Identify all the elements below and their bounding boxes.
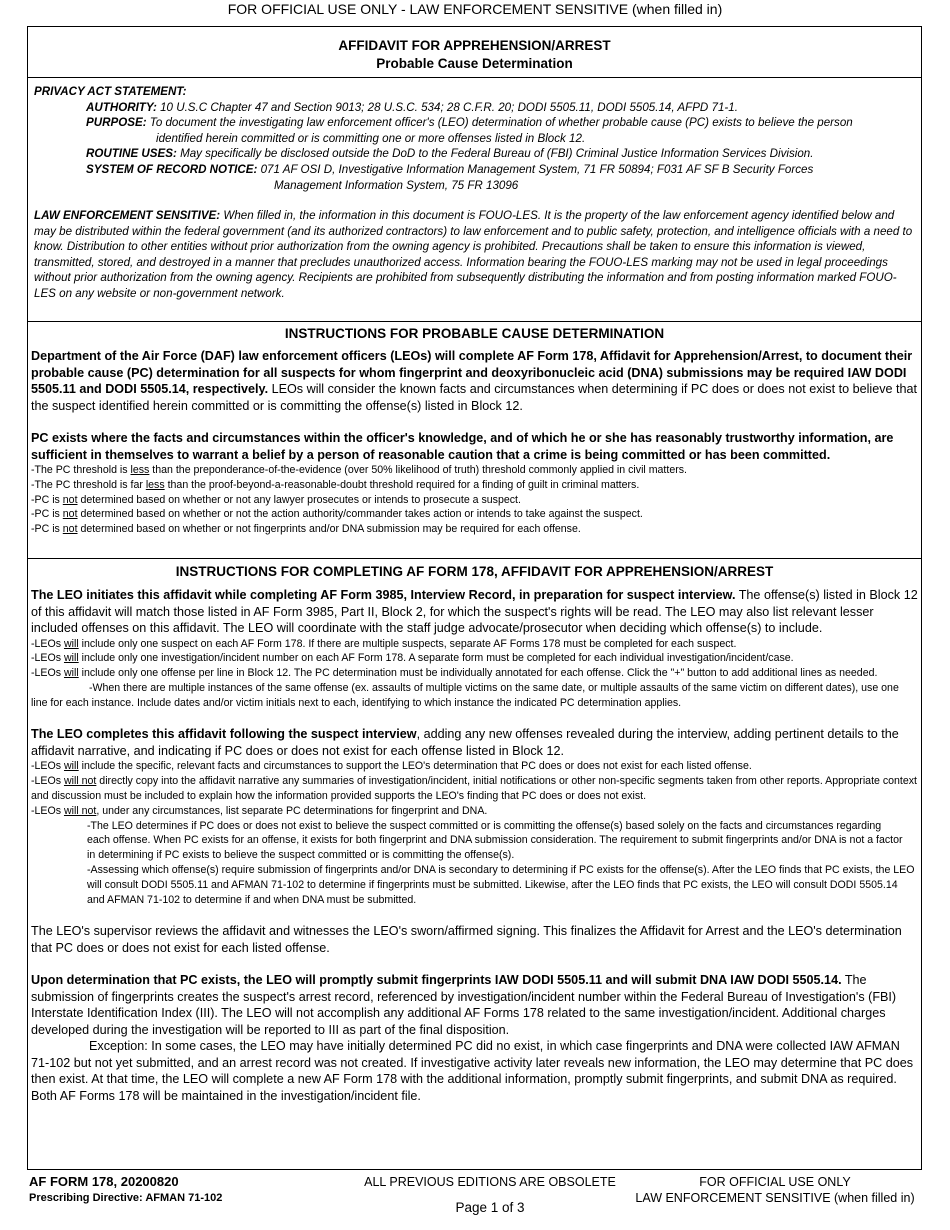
pc-bullet-5: -PC is not determined based on whether or not fingerprints and/or DNA submission may be required for each offense.	[31, 523, 581, 536]
completing-paragraph-3: The LEO's supervisor reviews the affidavit and witnesses the LEO's sworn/affirmed signing. This finalizes the Affidavit for Arrest and the LEO's determination that PC does or does not exist for each listed offense.	[31, 924, 902, 955]
purpose-label: PURPOSE:	[86, 116, 147, 130]
sorn-text2: Management Information System, 75 FR 13096	[274, 178, 519, 192]
pc-bullet-1: -The PC threshold is less than the preponderance-of-the-evidence (over 50% likelihood of truth) threshold commonly applied in civil matters.	[31, 464, 687, 476]
completing-bullet-1: -LEOs will include only one suspect on each AF Form 178. If there are multiple suspects, separate AF Forms 178 must be completed for each suspect.	[31, 637, 737, 650]
privacy-heading: PRIVACY ACT STATEMENT:	[34, 85, 187, 98]
top-classification-banner: FOR OFFICIAL USE ONLY - LAW ENFORCEMENT SENSITIVE (when filled in)	[227, 1, 723, 17]
completing-paragraph-1: The LEO initiates this affidavit while completing AF Form 3985, Interview Record, in preparation for suspect interview. The offense(s) listed in Block 12 of this affidavit will match those listed in AF Form 3985, Part II, Block 2, for which the suspect's rights will be read. The LEO may also list relevant lesser included offenses on this affidavit. The LEO will coordinate with the staff judge advocate/prosecutor when deciding which offense(s) to include.	[31, 588, 918, 635]
authority-text: 10 U.S.C Chapter 47 and Section 9013; 28 U.S.C. 534; 28 C.F.R. 20; DODI 5505.11, DODI 5505.14, AFPD 71-1.	[160, 100, 738, 114]
purpose-text1: To document the investigating law enforcement officer's (LEO) determination of whether probable cause (PC) exists to believe the person	[149, 116, 853, 130]
completing-bullets-1	[31, 637, 918, 711]
footer-les: LAW ENFORCEMENT SENSITIVE (when filled in)	[635, 1191, 915, 1205]
footer-form-id: AF FORM 178, 20200820	[29, 1174, 179, 1189]
form-title-line1: AFFIDAVIT FOR APPREHENSION/ARREST	[338, 38, 611, 53]
les-text: When filled in, the information in this document is FOUO-LES. It is the property of the law enforcement agency identified below and may be distributed within the federal government (and its authorized contractors) to law enforcement and to public safety, protection, and intelligence officials with a need to know. Distribution to other entities without prior authorization from the owning agency is prohibited. Precautions shall be taken to ensure this information is viewed, transmitted, stored, and destroyed in a manner that precludes unauthorized access. Information bearing the FOUO-LES marking may not be used in legal proceedings without prior authorization from the owning agency. Recipients are prohibited from subsequently distributing the information and from posting information marked FOUO-LES on any website or non-government network.	[34, 209, 913, 300]
divider	[28, 321, 921, 322]
pc-instructions	[28, 348, 921, 537]
footer-page-number: Page 1 of 3	[455, 1200, 525, 1215]
completing-bullets-2	[31, 759, 918, 907]
pc-paragraph-1	[31, 348, 918, 414]
divider	[28, 558, 921, 559]
les-label: LAW ENFORCEMENT SENSITIVE:	[34, 209, 221, 222]
completing-bullet-7: -LEOs will not, under any circumstances, list separate PC determinations for fingerprint and DNA.	[31, 804, 488, 817]
form-title-line2: Probable Cause Determination	[376, 56, 573, 71]
completing-bullet-2: -LEOs will include only one investigation/incident number on each AF Form 178. A separate form must be completed for each individual investigation/incident/case.	[31, 652, 794, 665]
pc-bullet-2: -The PC threshold is far less than the proof-beyond-a-reasonable-doubt threshold required for a finding of guilt in criminal matters.	[31, 478, 640, 491]
sorn-line	[28, 162, 921, 178]
divider	[28, 77, 921, 78]
pc-bullet-4: -PC is not determined based on whether or not the action authority/commander takes action or intends to take against the suspect.	[31, 508, 643, 521]
authority-label: AUTHORITY:	[86, 100, 157, 114]
footer-middle	[340, 1174, 640, 1216]
les-statement	[28, 208, 921, 302]
pc-instructions-heading: INSTRUCTIONS FOR PROBABLE CAUSE DETERMINATION	[284, 326, 665, 341]
pc-bullet-3: -PC is not determined based on whether or not any lawyer prosecutes or intends to prosecute a suspect.	[31, 493, 521, 506]
completing-paragraph-4: Upon determination that PC exists, the LEO will promptly submit fingerprints IAW DODI 5505.11 and will submit DNA IAW DODI 5505.14. The submission of fingerprints creates the suspect's arrest record, referenced by investigation/incident number within the Federal Bureau of Investigation's (FBI) Interstate Identification Index (III). The LEO will not accomplish any additional AF Forms 178 related to the same investigation/incident. Additional charges developed during the investigation will be reported to III as part of the final disposition.	[31, 973, 897, 1037]
routine-uses-line	[28, 146, 921, 162]
completing-instructions	[28, 587, 921, 1104]
form-title	[28, 37, 921, 73]
footer-editions: ALL PREVIOUS EDITIONS ARE OBSOLETE	[364, 1175, 616, 1189]
footer-fouo: FOR OFFICIAL USE ONLY	[699, 1175, 851, 1189]
form-frame	[27, 26, 922, 1170]
purpose-text2: identified herein committed or is committing one or more offenses listed in Block 12.	[156, 131, 586, 145]
completing-instructions-heading: INSTRUCTIONS FOR COMPLETING AF FORM 178, AFFIDAVIT FOR APPREHENSION/ARREST	[175, 564, 774, 579]
authority-line	[28, 100, 921, 116]
completing-bullet-6: -LEOs will not directly copy into the affidavit narrative any summaries of investigation/incident, initial notifications or other non-specific segments taken from other reports. Appropriate context and discussion must be included to explain how the information provided supports the LEO's finding that PC does or does not exist.	[31, 775, 918, 803]
completing-paragraph-5: Exception: In some cases, the LEO may have initially determined PC did no exist, in which case fingerprints and DNA were collected IAW AFMAN 71-102 but not yet submitted, and an arrest record was not created. If investigative activity later reveals new information, the LEO may determine that PC does then exist. At that time, the LEO will complete a new AF Form 178 with the additional information, promptly submit fingerprints, and submit DNA as required. Both AF Forms 178 will be maintained in the investigation/incident file.	[31, 1039, 914, 1103]
completing-bullet-9: -Assessing which offense(s) require submission of fingerprints and/or DNA is secondary to determining if PC exists for the offense(s). After the LEO finds that PC exists, the LEO will consult DODI 5505.11 and AFMAN 71-102 to determine if fingerprints must be submitted. Likewise, after the LEO finds that PC exists, the LEO will consult DODI 5505.14 and AFMAN 71-102 to determine if and when DNA must be submitted.	[87, 864, 915, 906]
sorn-text1: 071 AF OSI D, Investigative Information Management System, 71 FR 50894; F031 AF SF B Security Forces	[260, 162, 814, 176]
pc-paragraph-2: PC exists where the facts and circumstances within the officer's knowledge, and of which he or she has reasonably trustworthy information, are sufficient in themselves to warrant a belief by a person of reasonable caution that a crime is being committed or has been committed.	[31, 431, 894, 462]
completing-bullet-3: -LEOs will include only one offense per line in Block 12. The PC determination must be individually annotated for each offense. Click the "+" button to add additional lines as needed.	[31, 667, 878, 680]
routine-label: ROUTINE USES:	[86, 147, 177, 161]
footer-left	[29, 1174, 222, 1206]
completing-bullet-4: -When there are multiple instances of the same offense (ex. assaults of multiple victims on the same date, or multiple assaults of the same victim on different dates), use one line for each instance. Include dates and/or victim initials next to each, identifying to which instance the indicated PC determination applies.	[31, 681, 899, 709]
completing-bullet-5: -LEOs will include the specific, relevant facts and circumstances to support the LEO's determination that PC does or does not exist for each listed offense.	[31, 760, 752, 773]
privacy-act-statement	[28, 84, 921, 193]
footer-right	[600, 1174, 950, 1206]
purpose-line	[28, 115, 921, 131]
completing-bullet-8: -The LEO determines if PC does or does not exist to believe the suspect committed or is committing the offense(s) based solely on the facts and circumstances regarding each offense. When PC exists for an offense, it exists for both fingerprint and DNA submission consideration. The requirement to submit fingerprints and/or DNA is not a factor in determining if PC exists to believe the suspect committed or is committing the offense(s).	[87, 819, 903, 862]
pc-p1-rest: LEOs will consider the known facts and circumstances when determining if PC does or does not exist to believe that the suspect identified herein committed or is committing the offense(s) listed in Block 12.	[31, 382, 918, 413]
routine-text: May specifically be disclosed outside the DoD to the Federal Bureau of (FBI) Criminal Justice Information Services Division.	[180, 147, 814, 161]
completing-paragraph-2: The LEO completes this affidavit following the suspect interview, adding any new offenses revealed during the interview, adding pertinent details to the affidavit narrative, and indicating if PC does or does not exist for each offense listed in Block 12.	[31, 727, 899, 758]
footer-directive: Prescribing Directive: AFMAN 71-102	[29, 1192, 223, 1204]
pc-bullets	[31, 463, 918, 537]
page-footer	[0, 1172, 950, 1230]
pc-p1-bold: Department of the Air Force (DAF) law enforcement officers (LEOs) will complete AF Form 178, Affidavit for Apprehension/Arrest, to document their probable cause (PC) determination for all suspects for whom fingerprint and deoxyribonucleic acid (DNA) submissions may be required IAW DODI 5505.11 and DODI 5505.14, respectively.	[31, 349, 913, 396]
sorn-label: SYSTEM OF RECORD NOTICE:	[86, 162, 258, 176]
